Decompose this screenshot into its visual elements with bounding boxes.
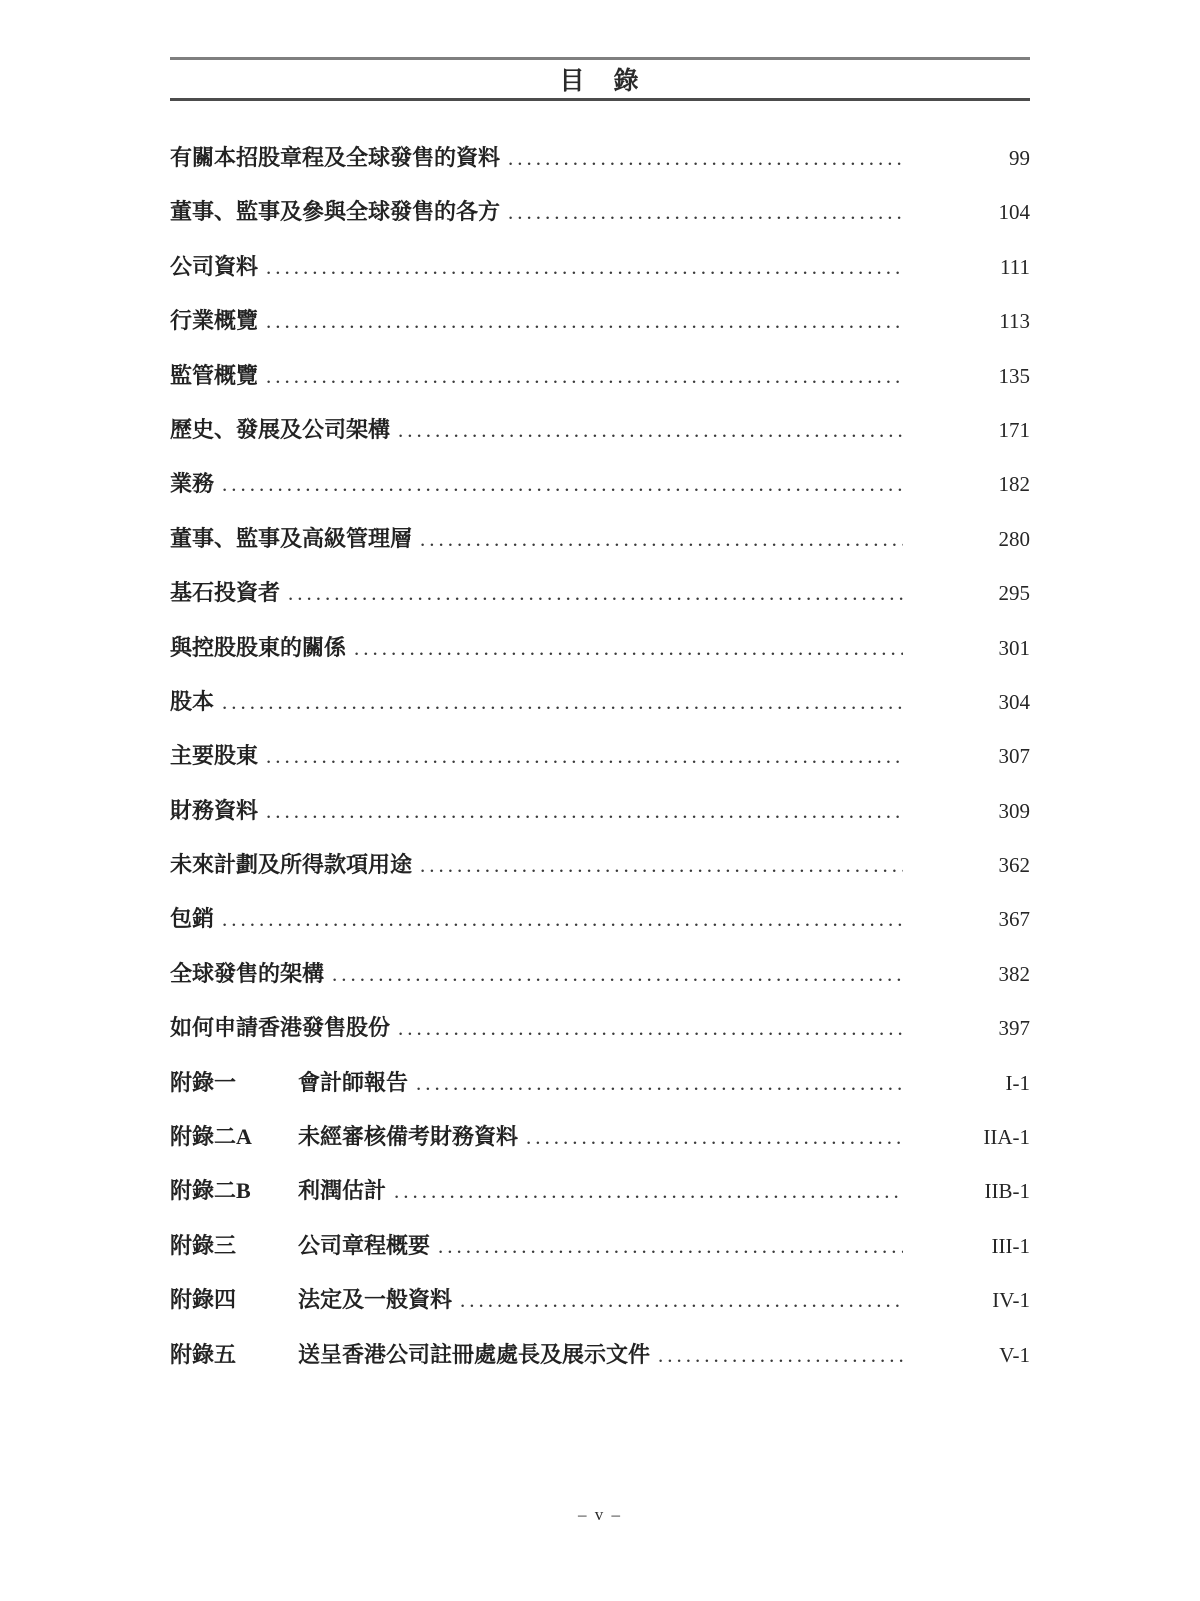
toc-entry-title: 主要股東 [170, 743, 259, 769]
dot-leader [420, 854, 903, 876]
dot-leader [332, 963, 903, 985]
dot-leader [266, 365, 903, 387]
toc-entry [170, 147, 1030, 169]
dot-leader [266, 745, 903, 767]
toc-entry-title: 會計師報告 [298, 1069, 409, 1095]
dot-leader [526, 1126, 903, 1148]
toc-entry [170, 362, 1030, 388]
toc-entry-appendix-label: 附錄二B [170, 1178, 251, 1204]
toc-entry-title: 全球發售的架構 [170, 960, 325, 986]
dot-leader [222, 473, 903, 495]
toc-entry-page-number: 113 [999, 309, 1030, 334]
dot-leader [508, 147, 903, 169]
toc-entry-page-number: 397 [998, 1016, 1030, 1041]
toc-entry-page-number: 104 [998, 200, 1030, 225]
toc-entry-page-number: 309 [998, 798, 1030, 823]
toc-entry [170, 525, 1030, 551]
toc-entry-title: 送呈香港公司註冊處處長及展示文件 [298, 1341, 651, 1367]
dot-leader [354, 637, 903, 659]
toc-entry-title: 利潤估計 [298, 1178, 387, 1204]
page-footer [170, 1505, 1030, 1525]
dot-leader [222, 691, 903, 713]
toc-entry [170, 745, 1030, 767]
toc-entry-title: 財務資料 [170, 797, 259, 823]
toc-entry-title: 未來計劃及所得款項用途 [170, 852, 413, 878]
toc-entry-title: 有關本招股章程及全球發售的資料 [170, 145, 501, 170]
toc-entry-title: 基石投資者 [170, 580, 281, 606]
toc-entry [170, 473, 1030, 495]
dot-leader [222, 908, 903, 930]
dot-leader [460, 1289, 903, 1311]
toc-entry [170, 201, 1030, 223]
toc-entry-page-number: 280 [998, 526, 1030, 551]
toc-entry-title: 監管概覽 [170, 362, 259, 388]
toc-entry [170, 310, 1030, 332]
toc-entry [170, 908, 1030, 930]
page-header [170, 57, 1030, 101]
dot-leader [398, 419, 903, 441]
toc-entry-page-number: 111 [1000, 254, 1030, 279]
toc-entry-title: 包銷 [170, 906, 215, 932]
toc-entry-title: 公司資料 [170, 253, 259, 279]
toc-entry-title: 公司章程概要 [298, 1232, 431, 1258]
toc-entry [170, 416, 1030, 442]
toc-entry-page-number: 304 [998, 689, 1030, 714]
toc-entry-title: 未經審核備考財務資料 [298, 1124, 519, 1150]
toc-entry-page-number: 135 [998, 363, 1030, 388]
toc-entry-page-number: 307 [998, 744, 1030, 769]
toc-entry-appendix-label: 附錄一 [170, 1069, 237, 1095]
toc-entry-title: 股本 [170, 688, 215, 714]
toc-entry-page-number: 171 [998, 417, 1030, 442]
dot-leader [416, 1072, 903, 1094]
dot-leader [658, 1344, 903, 1366]
toc-entry [170, 797, 1030, 823]
toc-entry [170, 1069, 1030, 1095]
toc-entry-title: 與控股股東的關係 [170, 634, 347, 660]
toc-entry [170, 688, 1030, 714]
toc-entry [170, 253, 1030, 279]
toc-entry-appendix-label: 附錄五 [170, 1341, 237, 1367]
dot-leader [398, 1017, 903, 1039]
toc-entry-appendix-label: 附錄三 [170, 1232, 237, 1258]
toc-entry [170, 1017, 1030, 1039]
toc-entry-title: 法定及一般資料 [298, 1287, 453, 1313]
toc-entry [170, 634, 1030, 660]
toc-entry-page-number: 182 [998, 472, 1030, 497]
toc-entry-page-number: III-1 [991, 1233, 1030, 1258]
dot-leader [266, 800, 903, 822]
footer-page-number: – v – [578, 1505, 622, 1524]
dot-leader [266, 256, 903, 278]
toc-entry-title: 行業概覽 [170, 308, 259, 334]
toc-entry-page-number: 382 [998, 961, 1030, 986]
toc-entry [170, 1341, 1030, 1367]
page-title: 目 錄 [559, 68, 641, 95]
toc-entry [170, 854, 1030, 876]
toc-entry-page-number: V-1 [999, 1342, 1030, 1367]
toc-entry-page-number: I-1 [1005, 1070, 1030, 1095]
dot-leader [394, 1180, 903, 1202]
dot-leader [420, 528, 903, 550]
toc-entry-page-number: 295 [998, 581, 1030, 606]
toc-entry [170, 1180, 1030, 1202]
dot-leader [438, 1235, 903, 1257]
toc-list [170, 147, 1030, 1366]
dot-leader [288, 582, 903, 604]
toc-entry [170, 582, 1030, 604]
content-area [170, 57, 1030, 1398]
toc-entry-title: 歷史、發展及公司架構 [170, 416, 391, 442]
dot-leader [508, 201, 903, 223]
toc-entry-title: 董事、監事及高級管理層 [170, 525, 413, 551]
toc-entry-page-number: 367 [998, 907, 1030, 932]
toc-entry-appendix-label: 附錄四 [170, 1287, 237, 1313]
toc-entry [170, 1126, 1030, 1148]
toc-entry-title: 董事、監事及參與全球發售的各方 [170, 199, 501, 225]
toc-entry-appendix-label: 附錄二A [170, 1124, 252, 1150]
toc-entry-title: 如何申請香港發售股份 [170, 1015, 391, 1041]
toc-entry-page-number: IIA-1 [983, 1125, 1030, 1150]
dot-leader [266, 310, 903, 332]
toc-entry [170, 1289, 1030, 1311]
toc-entry-title: 業務 [170, 471, 215, 497]
toc-entry-page-number: 362 [998, 853, 1030, 878]
toc-entry-page-number: 301 [998, 635, 1030, 660]
toc-entry [170, 1232, 1030, 1258]
toc-entry-page-number: IIB-1 [984, 1179, 1030, 1204]
toc-entry-page-number: 99 [1009, 146, 1030, 170]
toc-entry [170, 960, 1030, 986]
toc-entry-page-number: IV-1 [992, 1288, 1030, 1313]
